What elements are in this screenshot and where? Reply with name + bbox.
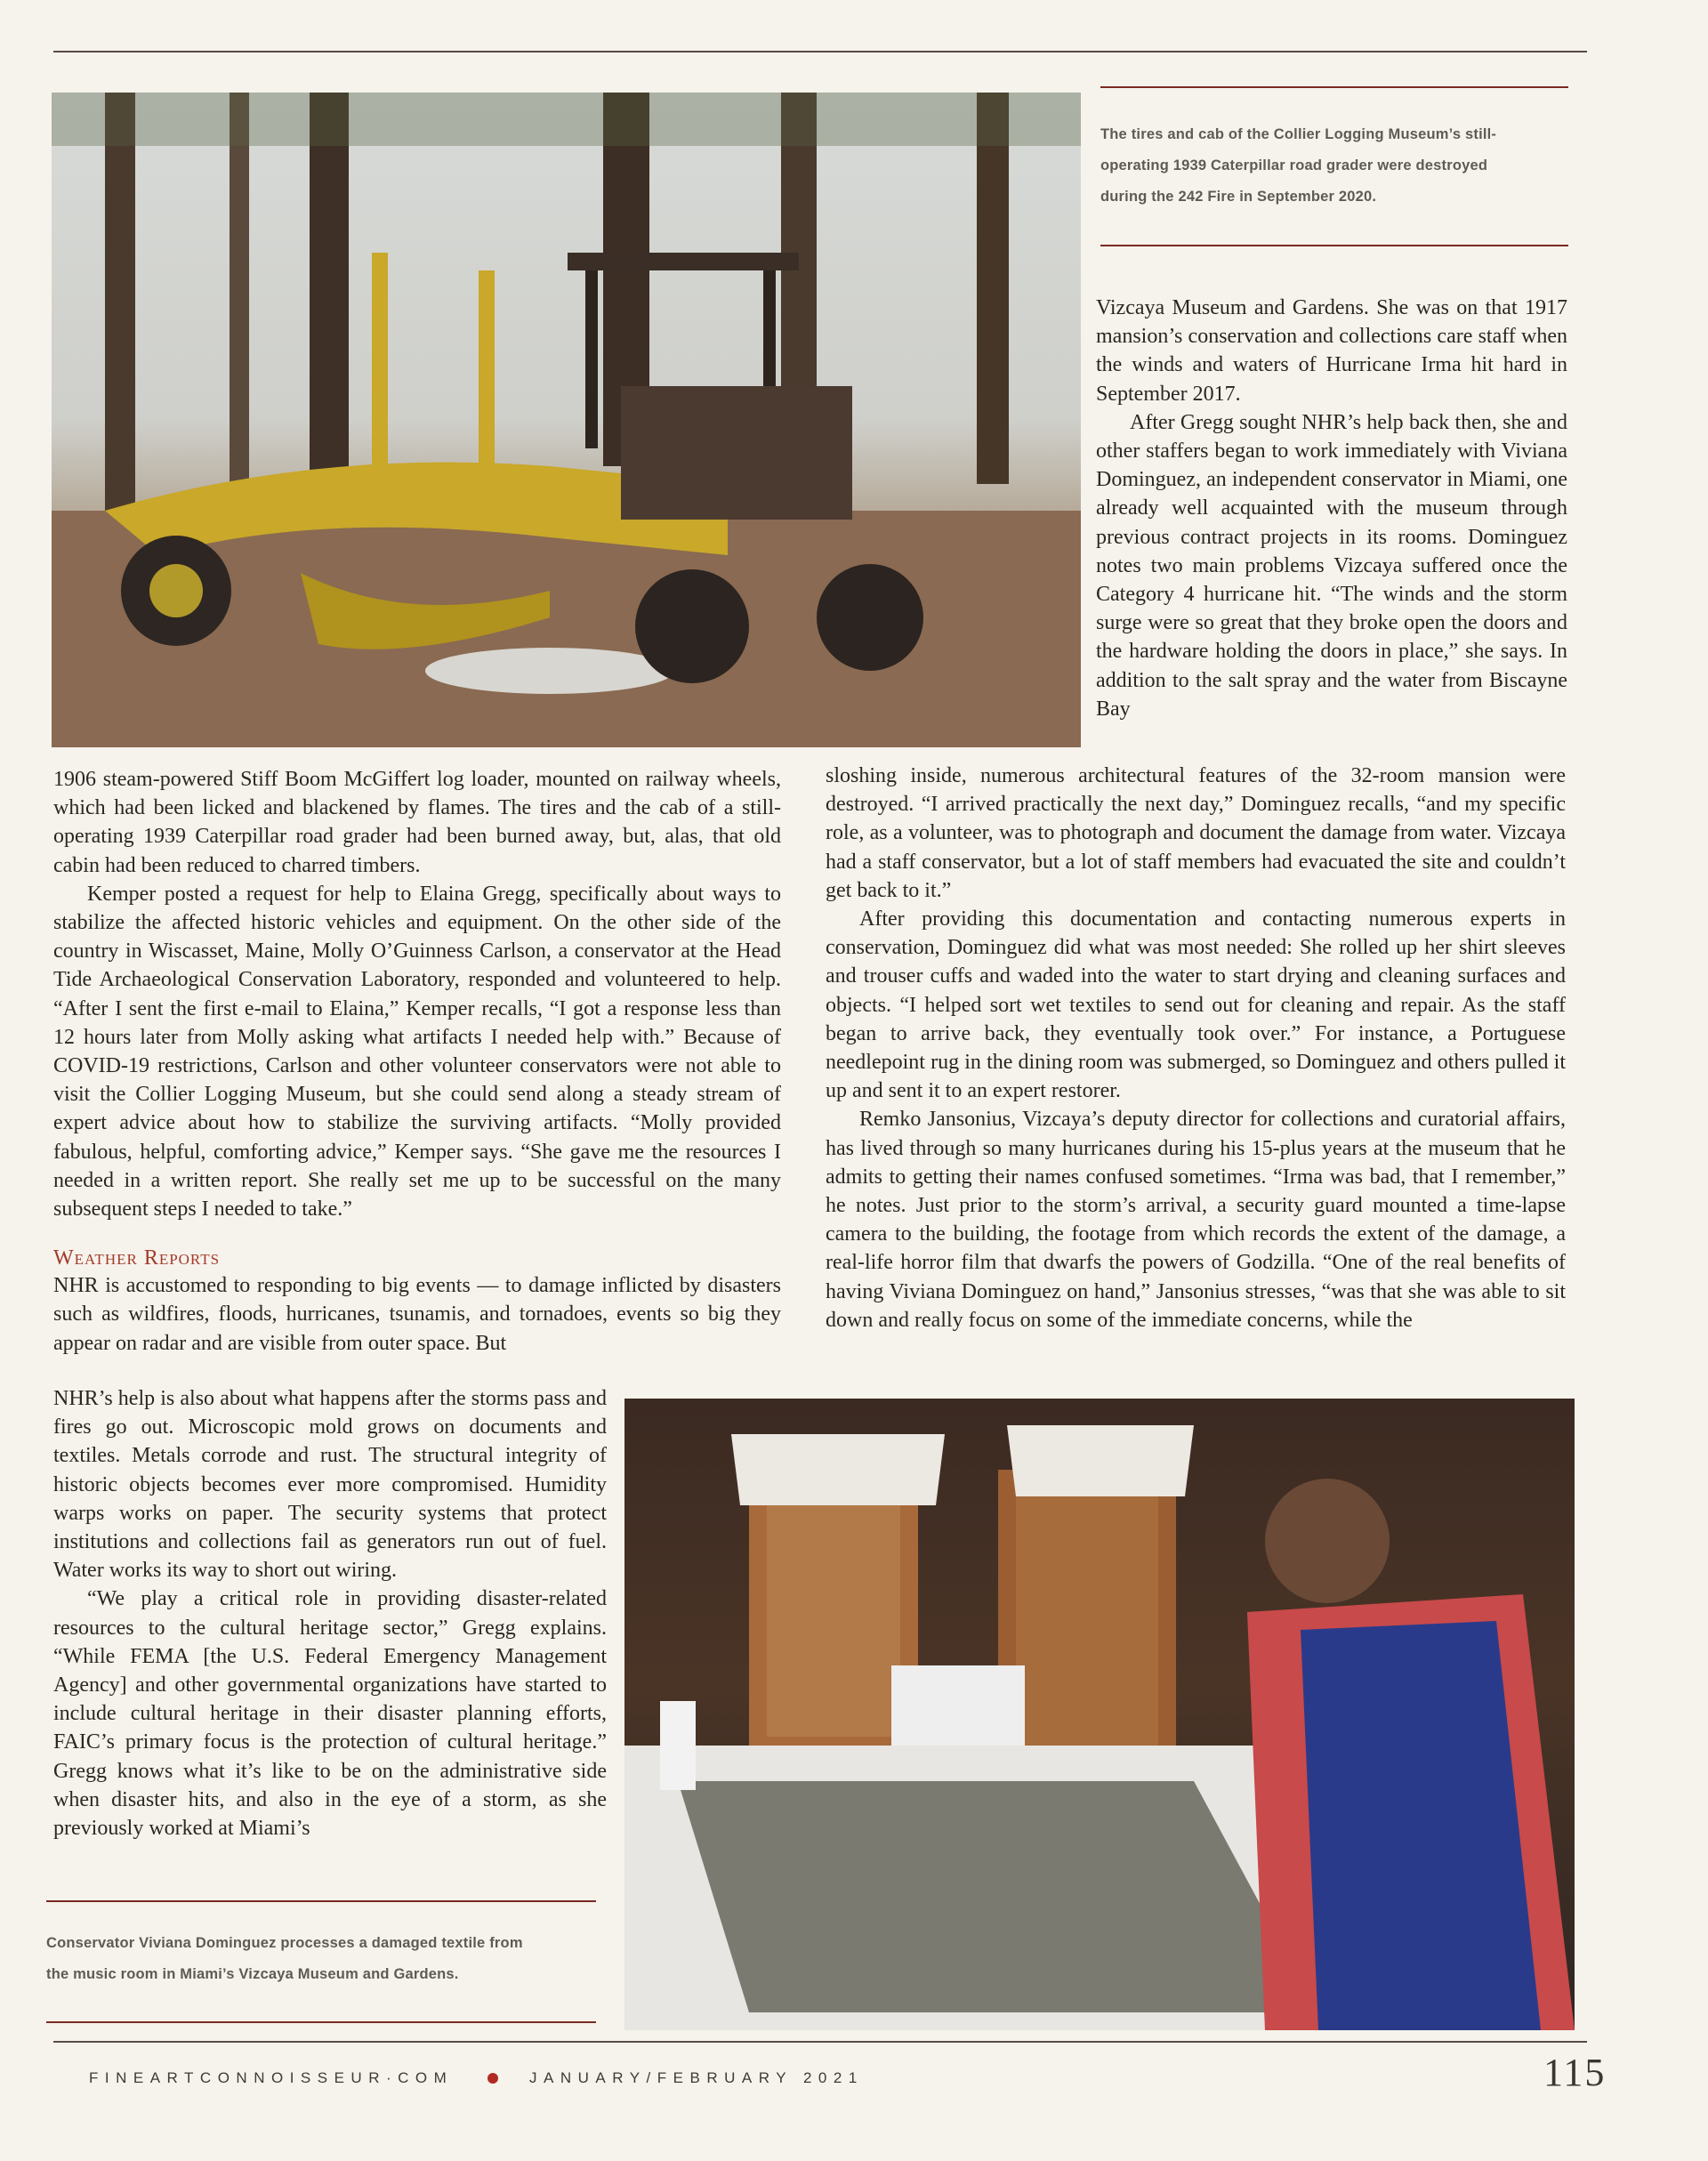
- left-column-narrow: [53, 1384, 607, 1842]
- paragraph: Vizcaya Museum and Gardens. She was on that 1917 mansion’s conservation and collections care staff when the winds and waters of Hurricane Irma hit hard in September 2017.: [1096, 296, 1567, 406]
- paragraph: NHR is accustomed to responding to big events — to damage inflicted by disasters such as wildfires, floods, hurricanes, tsunamis, and tornadoes, events so big they appear on radar and are visible from outer space. But: [53, 1274, 781, 1355]
- paragraph: Kemper posted a request for help to Elaina Gregg, specifically about ways to stabilize the affected historic vehicles and equipment. On the other side of the country in Wiscasset, Maine, Molly O’Guinness Carlson, a conservator at the Head Tide Archaeological Conservation Laboratory, responded and volunteered to help. “After I sent the first e-mail to Elaina,” Kemper recalls, “I got a response less than 12 hours later from Molly asking what artifacts I needed help with.” Because of COVID-19 restrictions, Carlson and other volunteer conservators were not able to visit the Collier Logging Museum, but she could send along a steady stream of expert advice about how to stabilize the surviving artifacts. “Molly provided fabulous, helpful, comforting advice,” Kemper says. “She gave me the resources I needed in a written report. She really set me up to be successful on the many subsequent steps I needed to take.”: [53, 882, 781, 1222]
- caption1-top-rule: [1100, 86, 1568, 88]
- photo-conservator: [624, 1399, 1575, 2030]
- right-column-mid: [826, 762, 1566, 1334]
- photo2-caption-line: Conservator Viviana Dominguez processes a damaged textile from: [46, 1935, 523, 1951]
- paragraph: After providing this documentation and contacting numerous experts in conservation, Dominguez did what was most needed: She rolled up her shirt sleeves and trouser cuffs and waded into the water to start drying and cleaning surfaces and objects. “I helped sort wet textiles to send out for cleaning and repair. As the staff began to arrive back, they eventually took over.” For instance, a Portuguese needlepoint rug in the dining room was submerged, so Dominguez and others pulled it up and sent it to an expert restorer.: [826, 907, 1566, 1103]
- top-rule: [53, 51, 1587, 52]
- section-heading: Weather Reports: [53, 1246, 221, 1270]
- conservator-illustration: [624, 1399, 1575, 2030]
- left-column-top: [53, 765, 781, 1358]
- footer-rule: [53, 2041, 1587, 2043]
- photo2-caption: [46, 1928, 616, 1990]
- footer-site: FINEARTCONNOISSEUR·COM: [89, 2069, 454, 2086]
- paragraph: “We play a critical role in providing disaster-related resources to the cultural heritage sector,” Gregg explains. “While FEMA [the U.S. Federal Emergency Management Agency] and other governmental organizations have started to include cultural heritage in their disaster planning efforts, FAIC’s primary focus is the protection of cultural heritage.” Gregg knows what it’s like to be on the administrative side when disaster hits, and also in the eye of a storm, as she previously worked at Miami’s: [53, 1587, 607, 1841]
- photo1-caption-line: The tires and cab of the Collier Logging Museum’s still-: [1100, 126, 1497, 142]
- photo2-caption-line: the music room in Miami’s Vizcaya Museum and Gardens.: [46, 1966, 459, 1982]
- caption2-bottom-rule: [46, 2021, 596, 2023]
- right-column-top: [1096, 294, 1567, 723]
- photo-road-grader: [52, 93, 1081, 747]
- paragraph: sloshing inside, numerous architectural features of the 32-room mansion were destroyed. “I arrived practically the next day,” Dominguez recalls, “and my specific role, as a volunteer, was to photograph and document the damage from water. Vizcaya had a staff conservator, but a lot of staff members had evacuated the site and couldn’t get back to it.”: [826, 764, 1566, 902]
- page-number: 115: [1543, 2051, 1607, 2094]
- footer-dot: [487, 2073, 498, 2084]
- photo1-caption-line: operating 1939 Caterpillar road grader were destroyed: [1100, 157, 1488, 173]
- paragraph: NHR’s help is also about what happens after the storms pass and fires go out. Microscopic mold grows on documents and textiles. Metals corrode and rust. The structural integrity of historic objects becomes ever more compromised. Humidity warps works on paper. The security systems that protect institutions and collections fail as generators run out of fuel. Water works its way to short out wiring.: [53, 1387, 607, 1583]
- caption1-bottom-rule: [1100, 245, 1568, 246]
- footer-issue: JANUARY/FEBRUARY 2021: [529, 2069, 864, 2086]
- paragraph: 1906 steam-powered Stiff Boom McGiffert log loader, mounted on railway wheels, which had been licked and blackened by flames. The tires and the cab of a still-operating 1939 Caterpillar road grader had been burned away, but, alas, that old cabin had been reduced to charred timbers.: [53, 768, 781, 877]
- caption2-top-rule: [46, 1900, 596, 1902]
- road-grader-illustration: [52, 93, 1081, 747]
- paragraph: Remko Jansonius, Vizcaya’s deputy director for collections and curatorial affairs, has lived through so many hurricanes during his 15-plus years at the museum that he admits to getting their names confused sometimes. “Irma was bad, that I remember,” he notes. Just prior to the storm’s arrival, a security guard mounted a time-lapse camera to the building, the footage from which records the extent of the damage, a real-life horror film that dwarfs the powers of Godzilla. “One of the real benefits of having Viviana Dominguez on hand,” Jansonius stresses, “was that she was able to sit down and really focus on some of the immediate concerns, while the: [826, 1108, 1566, 1332]
- photo1-caption-line: during the 242 Fire in September 2020.: [1100, 189, 1377, 205]
- photo1-caption: [1100, 119, 1581, 213]
- paragraph: After Gregg sought NHR’s help back then, she and other staffers began to work immediately with Viviana Dominguez, an independent conservator in Miami, one already well acquainted with the museum through previous contract projects in its rooms. Dominguez notes two main problems Vizcaya suffered once the Category 4 hurricane hit. “The winds and the storm surge were so great that they broke open the doors and the hardware holding the doors in place,” she says. In addition to the salt spray and the water from Biscayne Bay: [1096, 410, 1567, 721]
